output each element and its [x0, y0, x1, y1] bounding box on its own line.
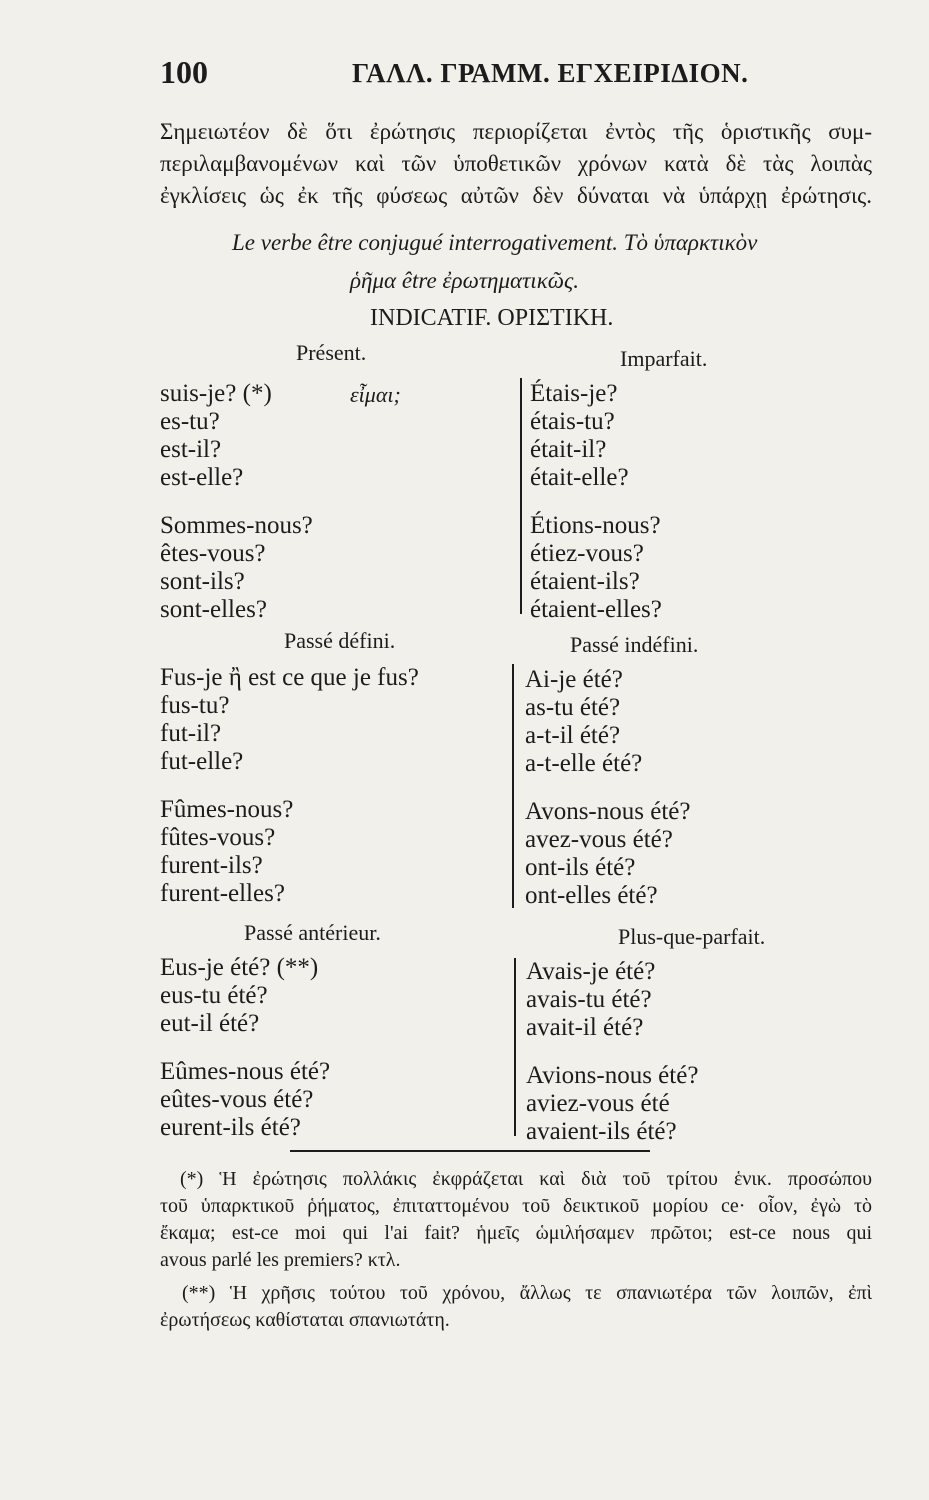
footnote-second	[160, 1280, 872, 1334]
intro-line: Σημειωτέον δὲ ὅτι ἐρώτησις περιορίζεται ἐντὸς τῆς ὁριστικῆς συμ-	[160, 119, 872, 144]
verb-form: Eûmes-nous été?	[160, 1058, 331, 1085]
column-divider	[512, 664, 514, 908]
running-title: ΓΑΛΛ. ΓΡΑΜΜ. ΕΓΧΕΙΡΙΔΙΟΝ.	[352, 58, 749, 88]
verb-form: Étais-je?	[530, 380, 618, 407]
verb-form: eut-il été?	[160, 1010, 260, 1037]
intro-line: περιλαμβανομένων καὶ τῶν ὑποθετικῶν χρόνων κατὰ δὲ τὰς λοιπὰς	[160, 151, 872, 176]
verb-form: suis-je? (*)	[160, 380, 272, 407]
verb-form: Avions-nous été?	[526, 1062, 699, 1089]
verb-form: étais-tu?	[530, 408, 615, 435]
verb-form: furent-elles?	[160, 880, 285, 907]
verb-form: étiez-vous?	[530, 540, 644, 567]
verb-form: eurent-ils été?	[160, 1114, 301, 1141]
page-number: 100	[160, 54, 208, 90]
verb-form: sont-elles?	[160, 596, 267, 623]
verb-form: était-elle?	[530, 464, 629, 491]
tense-label-plus-que-parfait: Plus-que-parfait.	[618, 924, 766, 949]
intro-line: ἐγκλίσεις ὡς ἐκ τῆς φύσεως αὐτῶν δὲν δύναται νὰ ὑπάρχῃ ἐρώτησις.	[160, 183, 872, 208]
verb-form: avaient-ils été?	[526, 1118, 677, 1145]
verb-form: fut-elle?	[160, 748, 244, 775]
footnote-separator	[290, 1150, 650, 1152]
verb-form: avais-tu été?	[526, 986, 652, 1013]
verb-form: Avais-je été?	[526, 958, 656, 985]
verb-form: aviez-vous été	[526, 1090, 670, 1117]
verb-form: avait-il été?	[526, 1014, 644, 1041]
column-divider	[514, 958, 516, 1136]
verb-form: a-t-il été?	[525, 722, 621, 749]
verb-form: sont-ils?	[160, 568, 245, 595]
footnote-line: τοῦ ὑπαρκτικοῦ ῥήματος, ἐπιταττομένου τοῦ δεικτικοῦ μορίου ce· οἷον, ἐγὼ τὸ	[160, 1195, 872, 1217]
tense-label-passe-defini: Passé défini.	[284, 628, 396, 653]
verb-form: est-il?	[160, 436, 222, 463]
greek-note-eimai: εἶμαι;	[350, 382, 401, 407]
tense-label-present: Présent.	[296, 340, 367, 365]
footnote-line: ἐρωτήσεως καθίσταται σπανιωτάτη.	[160, 1309, 450, 1331]
column-divider	[520, 378, 522, 614]
verb-form: es-tu?	[160, 408, 220, 435]
footnote-line: (*) Ἡ ἐρώτησις πολλάκις ἐκφράζεται καὶ διὰ τοῦ τρίτου ἑνικ. προσώπου	[180, 1168, 872, 1190]
verb-form: est-elle?	[160, 464, 244, 491]
verb-form: furent-ils?	[160, 852, 263, 879]
footnote-first	[160, 1166, 872, 1274]
present-forms	[160, 380, 313, 624]
verb-form: fûtes-vous?	[160, 824, 276, 851]
tense-label-passe-anterieur: Passé antérieur.	[244, 920, 381, 945]
verb-form: ont-elles été?	[525, 882, 658, 909]
passe-anterieur-forms	[160, 954, 330, 1142]
verb-form: Étions-nous?	[530, 512, 661, 539]
tense-label-imparfait: Imparfait.	[620, 346, 708, 371]
verb-form: ont-ils été?	[525, 854, 636, 881]
imparfait-forms	[530, 380, 662, 624]
section-title: INDICATIF. ΟΡΙΣΤΙΚΗ.	[370, 305, 614, 331]
conjugation-heading-line2: ῥῆμα être ἐρωτηματικῶς.	[350, 268, 580, 293]
verb-form: était-il?	[530, 436, 607, 463]
footnote-line: ἔκαμα; est-ce moi qui l'ai fait? ἡμεῖς ὡμιλήσαμεν πρῶτοι; est-ce nous qui	[160, 1222, 872, 1244]
passe-defini-forms	[160, 664, 419, 908]
verb-form: Eus-je été? (**)	[160, 954, 319, 981]
verb-form: as-tu été?	[525, 694, 621, 721]
footnote-line: avous parlé les premiers? κτλ.	[160, 1249, 401, 1271]
verb-form: étaient-ils?	[530, 568, 640, 595]
verb-form: fus-tu?	[160, 692, 230, 719]
verb-form: eus-tu été?	[160, 982, 268, 1009]
verb-form: a-t-elle été?	[525, 750, 643, 777]
verb-form: eûtes-vous été?	[160, 1086, 314, 1113]
verb-form: étaient-elles?	[530, 596, 662, 623]
footnote-line: (**) Ἡ χρῆσις τούτου τοῦ χρόνου, ἄλλως τε σπανιωτέρα τῶν λοιπῶν, ἐπὶ	[182, 1282, 872, 1304]
conjugation-heading-line1: Le verbe être conjugué interrogativement. Τὸ ὑπαρκτικὸν	[232, 230, 758, 255]
verb-form: êtes-vous?	[160, 540, 266, 567]
tense-label-passe-indefini: Passé indéfini.	[570, 632, 699, 657]
verb-form: Avons-nous été?	[525, 798, 691, 825]
intro-paragraph	[160, 116, 872, 212]
verb-form: Sommes-nous?	[160, 512, 313, 539]
plus-que-parfait-forms	[526, 958, 698, 1146]
verb-form: avez-vous été?	[525, 826, 673, 853]
verb-form: Fus-je ἢ est ce que je fus?	[160, 664, 419, 691]
verb-form: Fûmes-nous?	[160, 796, 294, 823]
verb-form: fut-il?	[160, 720, 222, 747]
verb-form: Ai-je été?	[525, 666, 623, 693]
passe-indefini-forms	[525, 666, 690, 910]
